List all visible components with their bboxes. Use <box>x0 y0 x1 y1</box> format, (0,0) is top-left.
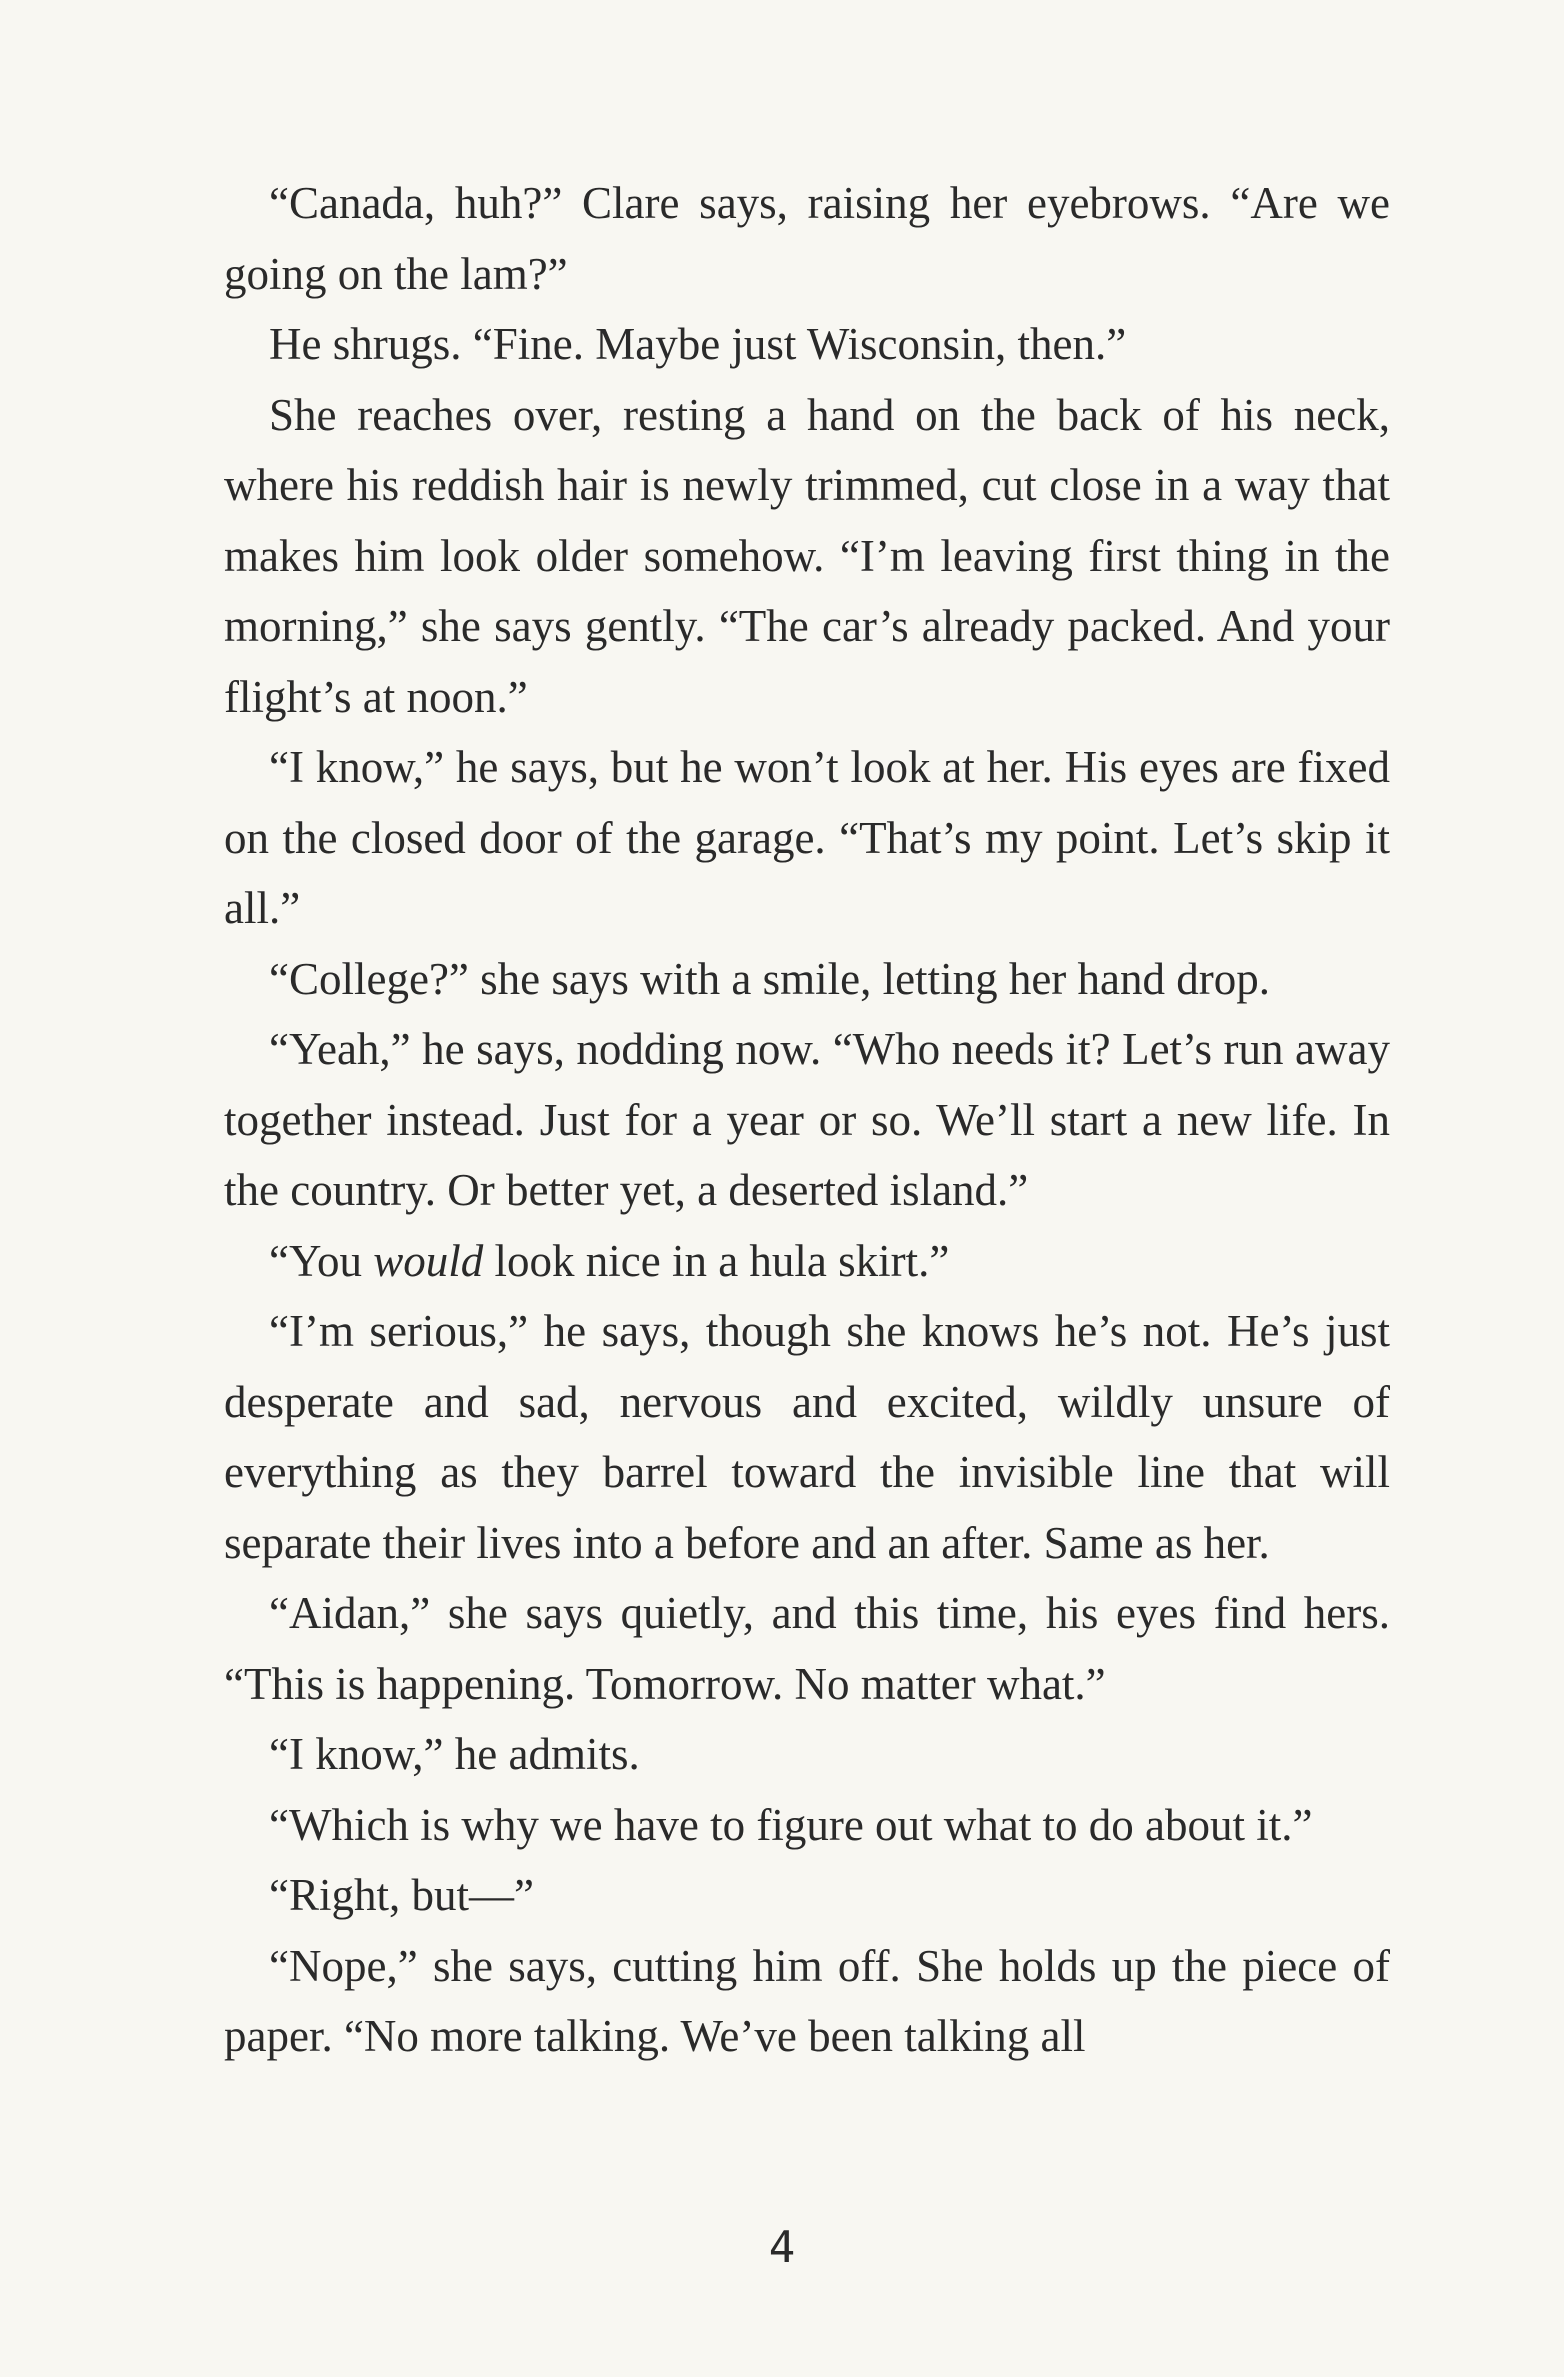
paragraph <box>224 1578 1390 1719</box>
paragraph-text: “I know,” he admits. <box>269 1729 640 1779</box>
paragraph-text: He shrugs. “Fine. Maybe just Wisconsin, then.” <box>269 319 1127 369</box>
paragraph <box>224 1226 1390 1297</box>
paragraph-text: “I’m serious,” he says, though she knows he’s not. He’s just desperate and sad, nervous and excited, wildly unsure of everything as they barrel toward the invisible line that will separate their lives into a before and an after. Same as her. <box>224 1306 1390 1568</box>
paragraph-text: “Yeah,” he says, nodding now. “Who needs it? Let’s run away together instead. Just for a year or so. We’ll start a new life. In the country. Or better yet, a deserted island.” <box>224 1024 1390 1215</box>
paragraph <box>224 732 1390 944</box>
book-page-text <box>224 168 1390 2072</box>
paragraph-text: “You <box>269 1235 374 1286</box>
paragraph <box>224 1014 1390 1226</box>
paragraph <box>224 1296 1390 1578</box>
paragraph-text: She reaches over, resting a hand on the back of his neck, where his reddish hair is newly trimmed, cut close in a way that makes him look older somehow. “I’m leaving first thing in the morning,” she says gently. “The car’s already packed. And your flight’s at noon.” <box>224 389 1390 722</box>
paragraph-text: look nice in a hula skirt.” <box>483 1235 950 1286</box>
paragraph <box>224 944 1390 1015</box>
paragraph-text: “Aidan,” she says quietly, and this time, his eyes find hers. “This is happening. Tomorrow. No matter what.” <box>224 1588 1390 1709</box>
paragraph <box>224 1719 1390 1790</box>
paragraph <box>224 1931 1390 2072</box>
paragraph-text: “College?” she says with a smile, letting her hand drop. <box>269 953 1270 1004</box>
paragraph-text: “Right, but—” <box>269 1870 534 1920</box>
paragraph <box>224 1860 1390 1931</box>
paragraph <box>224 380 1390 733</box>
paragraph-text: “Which is why we have to figure out what to do about it.” <box>269 1799 1313 1850</box>
paragraph <box>224 1790 1390 1861</box>
paragraph <box>224 309 1390 380</box>
italic-emphasis: would <box>373 1235 484 1286</box>
paragraph-text: “Nope,” she says, cutting him off. She holds up the piece of paper. “No more talking. We’ve been talking all <box>224 1940 1390 2061</box>
paragraph <box>224 168 1390 309</box>
paragraph-text: “I know,” he says, but he won’t look at her. His eyes are fixed on the closed door of the garage. “That’s my point. Let’s skip it all.” <box>224 742 1390 933</box>
paragraph-text: “Canada, huh?” Clare says, raising her eyebrows. “Are we going on the lam?” <box>224 178 1390 299</box>
page-number: 4 <box>768 2222 796 2273</box>
